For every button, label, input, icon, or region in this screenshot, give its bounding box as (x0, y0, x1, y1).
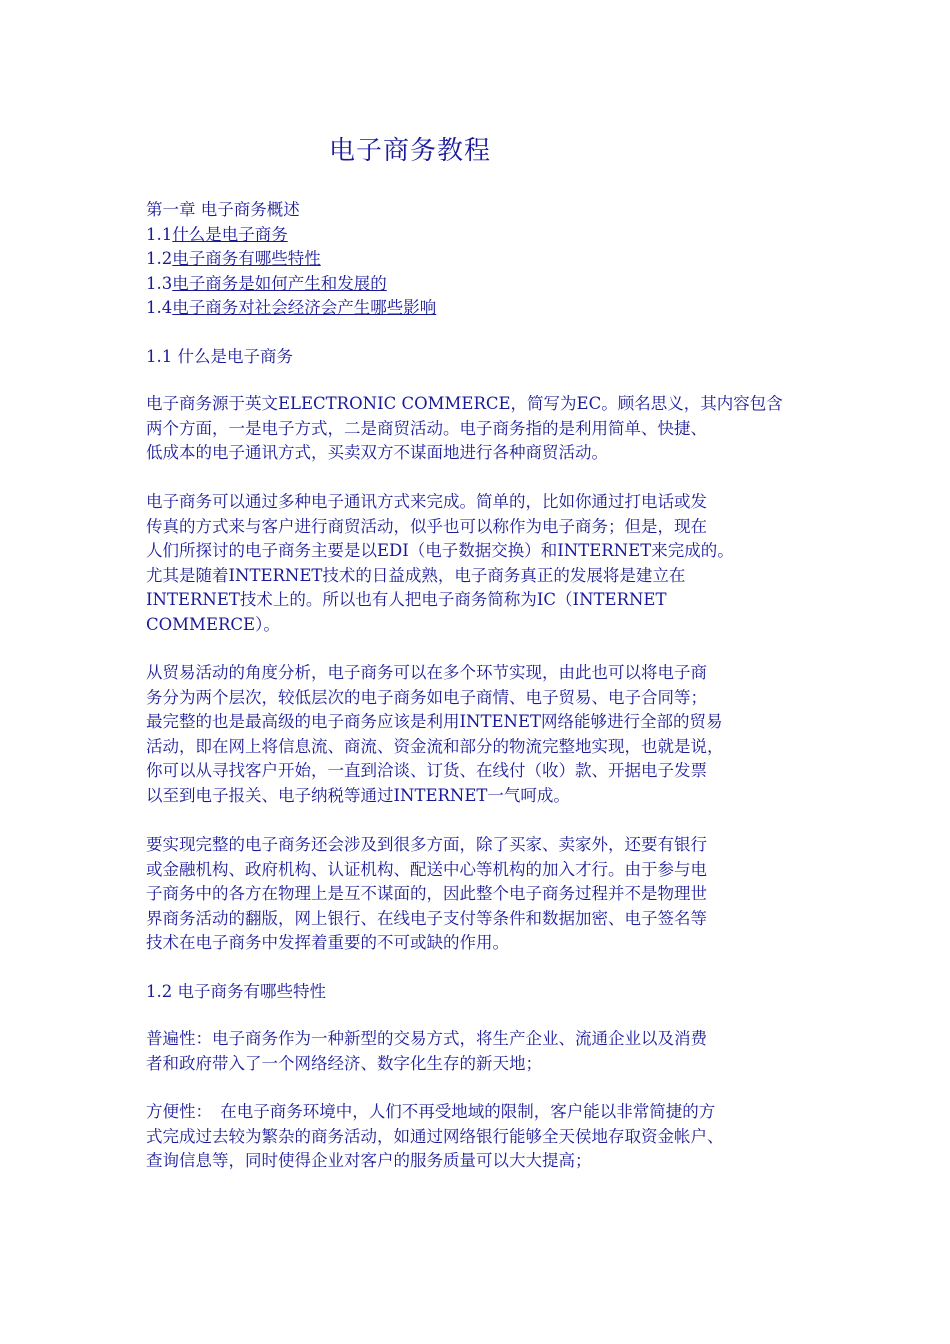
toc-item-number: 1.4 (146, 298, 173, 317)
paragraph-line: 低成本的电子通讯方式，买卖双方不谋面地进行各种商贸活动。 (146, 443, 608, 462)
paragraph-line: 最完整的也是最高级的电子商务应该是利用INTENET网络能够进行全部的贸易 (146, 712, 723, 731)
toc-link-ecommerce-features[interactable]: 电子商务有哪些特性 (172, 249, 321, 268)
section-heading: 1.1 什么是电子商务 (146, 347, 293, 366)
paragraph (146, 1100, 806, 1174)
section-heading-1-1 (146, 345, 806, 370)
toc-chapter: 第一章 电子商务概述 (146, 200, 300, 219)
paragraph-line: COMMERCE）。 (146, 614, 280, 634)
paragraph (146, 392, 806, 466)
section-heading-1-2 (146, 980, 806, 1005)
paragraph-line: INTERNET技术上的。所以也有人把电子商务简称为IC（INTERNET (146, 590, 667, 609)
toc-item (146, 296, 816, 321)
paragraph-line: 子商务中的各方在物理上是互不谋面的，因此整个电子商务过程并不是物理世 (146, 884, 707, 903)
toc-link-ecommerce-origin[interactable]: 电子商务是如何产生和发展的 (172, 273, 387, 293)
paragraph (146, 833, 806, 956)
paragraph-line: 者和政府带入了一个网络经济、数字化生存的新天地； (146, 1053, 542, 1073)
paragraph-line: 界商务活动的翻版，网上银行、在线电子支付等条件和数据加密、电子签名等 (146, 908, 707, 928)
paragraph-line: 查询信息等，同时使得企业对客户的服务质量可以大大提高； (146, 1151, 592, 1170)
paragraph (146, 661, 806, 808)
table-of-contents (146, 198, 816, 321)
paragraph-line: 要实现完整的电子商务还会涉及到很多方面，除了买家、卖家外，还要有银行 (146, 835, 707, 854)
paragraph-line: 两个方面，一是电子方式，二是商贸活动。电子商务指的是利用简单、快捷、 (146, 418, 707, 438)
paragraph-line: 传真的方式来与客户进行商贸活动，似乎也可以称作为电子商务；但是，现在 (146, 516, 707, 536)
paragraph-line: 活动，即在网上将信息流、商流、资金流和部分的物流完整地实现，也就是说， (146, 736, 724, 756)
toc-item-number: 1.2 (146, 249, 173, 268)
paragraph (146, 1027, 806, 1076)
paragraph-line: 普遍性：电子商务作为一种新型的交易方式，将生产企业、流通企业以及消费 (146, 1029, 707, 1048)
toc-item-number: 1.3 (146, 273, 173, 293)
paragraph-line: 技术在电子商务中发挥着重要的不可或缺的作用。 (146, 933, 509, 952)
section-heading: 1.2 电子商务有哪些特性 (146, 982, 326, 1001)
document-title: 电子商务教程 (328, 136, 491, 166)
toc-item (146, 223, 816, 248)
toc-item-number: 1.1 (146, 224, 173, 244)
paragraph-line: 电子商务源于英文ELECTRONIC COMMERCE，简写为EC。顾名思义，其内容包含 (146, 394, 783, 413)
paragraph-line: 务分为两个层次，较低层次的电子商务如电子商情、电子贸易、电子合同等； (146, 687, 707, 707)
paragraph-line: 人们所探讨的电子商务主要是以EDI（电子数据交换）和INTERNET来完成的。 (146, 541, 734, 560)
paragraph-line: 尤其是随着INTERNET技术的日益成熟，电子商务真正的发展将是建立在 (146, 565, 686, 585)
paragraph-line: 从贸易活动的角度分析，电子商务可以在多个环节实现，由此也可以将电子商 (146, 663, 707, 682)
paragraph-line: 方便性： 在电子商务环境中，人们不再受地域的限制，客户能以非常简捷的方 (146, 1102, 716, 1121)
paragraph-line: 你可以从寻找客户开始，一直到洽谈、订货、在线付（收）款、开据电子发票 (146, 761, 707, 780)
toc-item (146, 272, 816, 297)
paragraph (146, 490, 806, 637)
toc-link-ecommerce-impact[interactable]: 电子商务对社会经济会产生哪些影响 (172, 298, 437, 317)
paragraph-line: 电子商务可以通过多种电子通讯方式来完成。简单的，比如你通过打电话或发 (146, 492, 707, 511)
toc-item (146, 247, 816, 272)
toc-link-what-is-ecommerce[interactable]: 什么是电子商务 (172, 224, 288, 244)
paragraph-line: 式完成过去较为繁杂的商务活动，如通过网络银行能够全天侯地存取资金帐户、 (146, 1126, 724, 1146)
paragraph-line: 或金融机构、政府机构、认证机构、配送中心等机构的加入才行。由于参与电 (146, 859, 707, 879)
paragraph-line: 以至到电子报关、电子纳税等通过INTERNET一气呵成。 (146, 785, 570, 805)
